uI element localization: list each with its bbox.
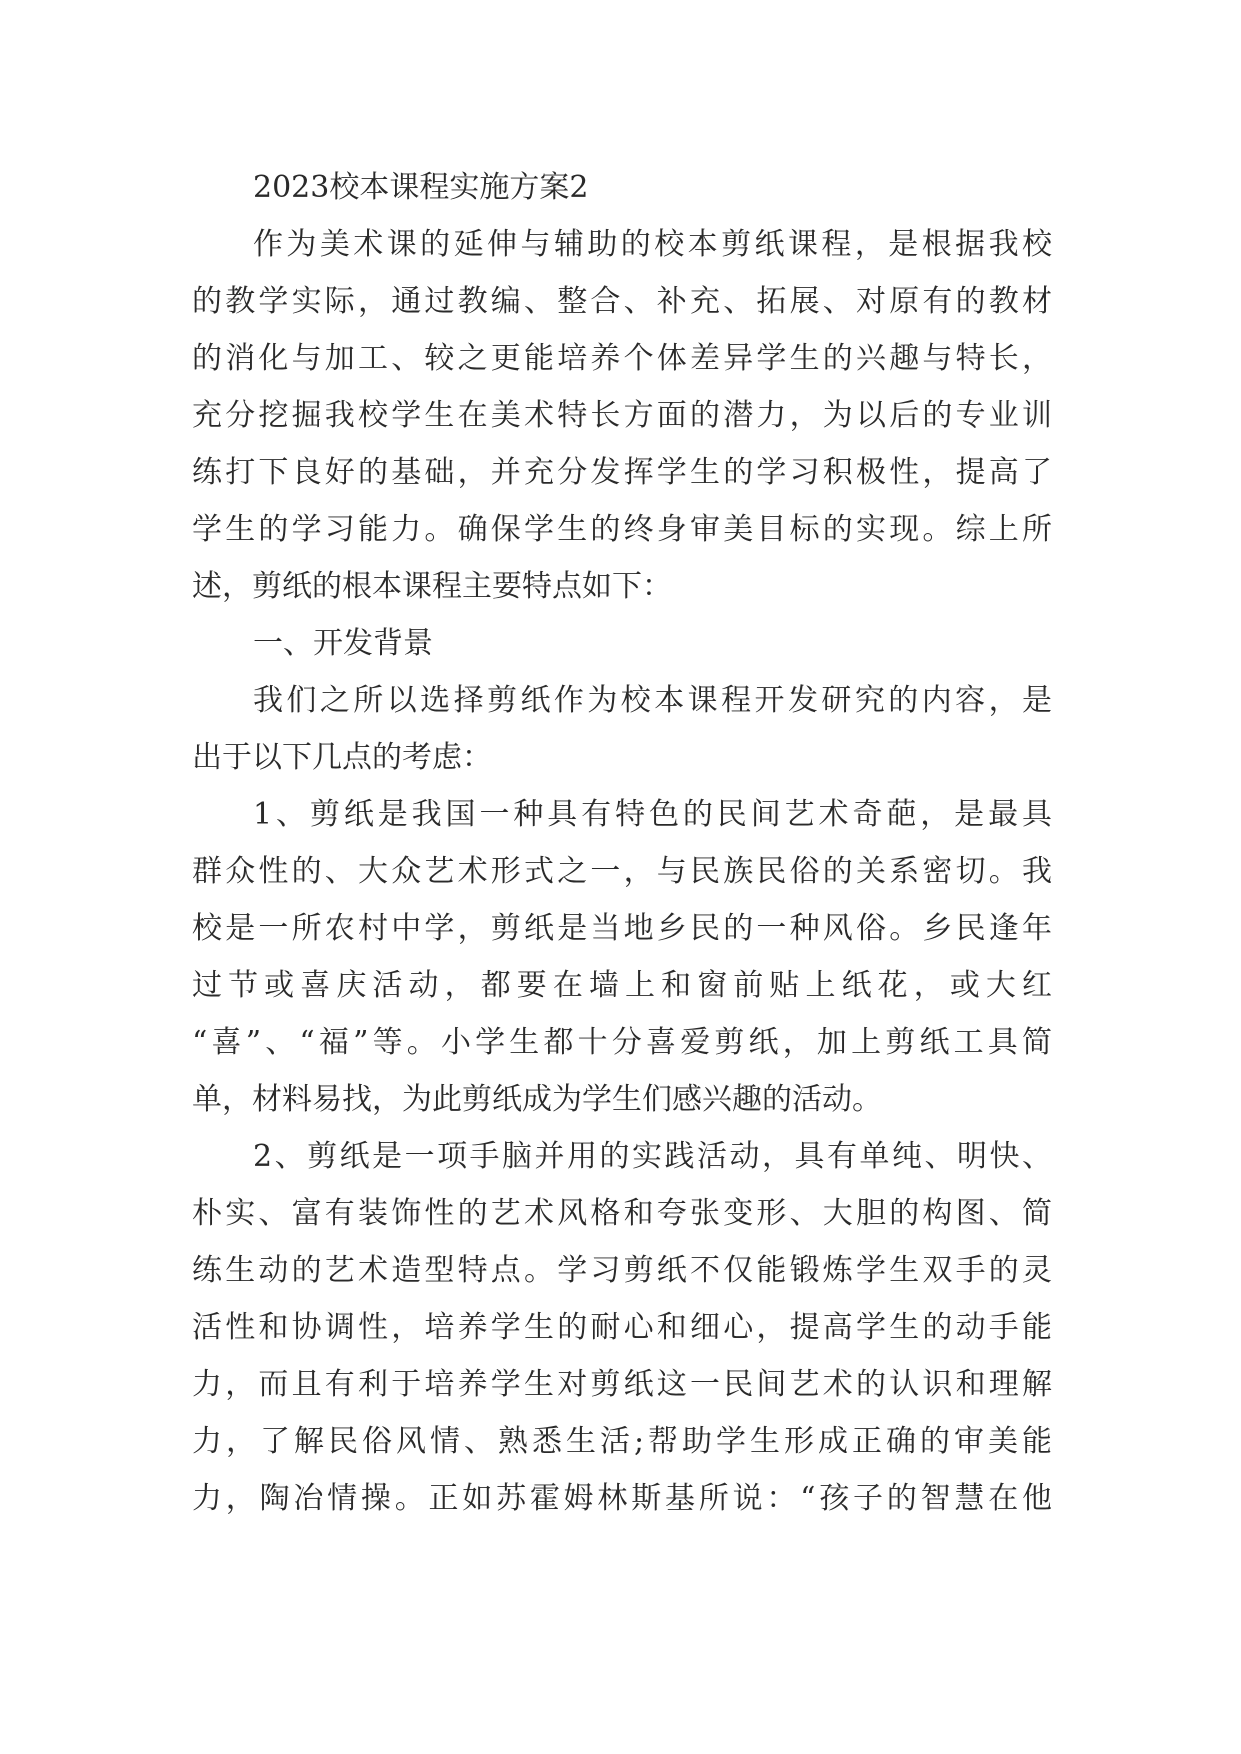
- paragraph-line: “喜”、“福”等。小学生都十分喜爱剪纸，加上剪纸工具简: [192, 1025, 1052, 1060]
- paragraph-line: 充分挖掘我校学生在美术特长方面的潜力，为以后的专业训: [192, 398, 1052, 433]
- paragraph-line: 的消化与加工、较之更能培养个体差异学生的兴趣与特长，: [192, 341, 1052, 376]
- paragraph-line: 力，了解民俗风情、熟悉生活;帮助学生形成正确的审美能: [192, 1424, 1052, 1459]
- paragraph-line: 单，材料易找，为此剪纸成为学生们感兴趣的活动。: [192, 1082, 882, 1117]
- paragraph-line: 校是一所农村中学，剪纸是当地乡民的一种风俗。乡民逢年: [192, 911, 1052, 946]
- section-heading: 一、开发背景: [253, 626, 433, 661]
- paragraph-line: 力，而且有利于培养学生对剪纸这一民间艺术的认识和理解: [192, 1367, 1052, 1402]
- list-item-line: 2、剪纸是一项手脑并用的实践活动，具有单纯、明快、: [253, 1139, 1052, 1174]
- paragraph-line: 的教学实际，通过教编、整合、补充、拓展、对原有的教材: [192, 284, 1052, 319]
- paragraph-line: 力，陶冶情操。正如苏霍姆林斯基所说：“孩子的智慧在他: [192, 1481, 1052, 1516]
- document-title: 2023校本课程实施方案2: [253, 170, 589, 205]
- paragraph-line: 我们之所以选择剪纸作为校本课程开发研究的内容，是: [253, 683, 1052, 718]
- paragraph-line: 练生动的艺术造型特点。学习剪纸不仅能锻炼学生双手的灵: [192, 1253, 1052, 1288]
- list-item-line: 1、剪纸是我国一种具有特色的民间艺术奇葩，是最具: [253, 797, 1052, 832]
- paragraph-line: 练打下良好的基础，并充分发挥学生的学习积极性，提高了: [192, 455, 1052, 490]
- paragraph-line: 过节或喜庆活动，都要在墙上和窗前贴上纸花，或大红: [192, 968, 1052, 1003]
- paragraph-line: 群众性的、大众艺术形式之一，与民族民俗的关系密切。我: [192, 854, 1052, 889]
- paragraph-line: 述，剪纸的根本课程主要特点如下：: [192, 569, 672, 604]
- paragraph-line: 学生的学习能力。确保学生的终身审美目标的实现。综上所: [192, 512, 1052, 547]
- paragraph-line: 朴实、富有装饰性的艺术风格和夸张变形、大胆的构图、简: [192, 1196, 1052, 1231]
- paragraph-line: 作为美术课的延伸与辅助的校本剪纸课程，是根据我校: [253, 227, 1052, 262]
- paragraph-line: 活性和协调性，培养学生的耐心和细心，提高学生的动手能: [192, 1310, 1052, 1345]
- paragraph-line: 出于以下几点的考虑：: [192, 740, 492, 775]
